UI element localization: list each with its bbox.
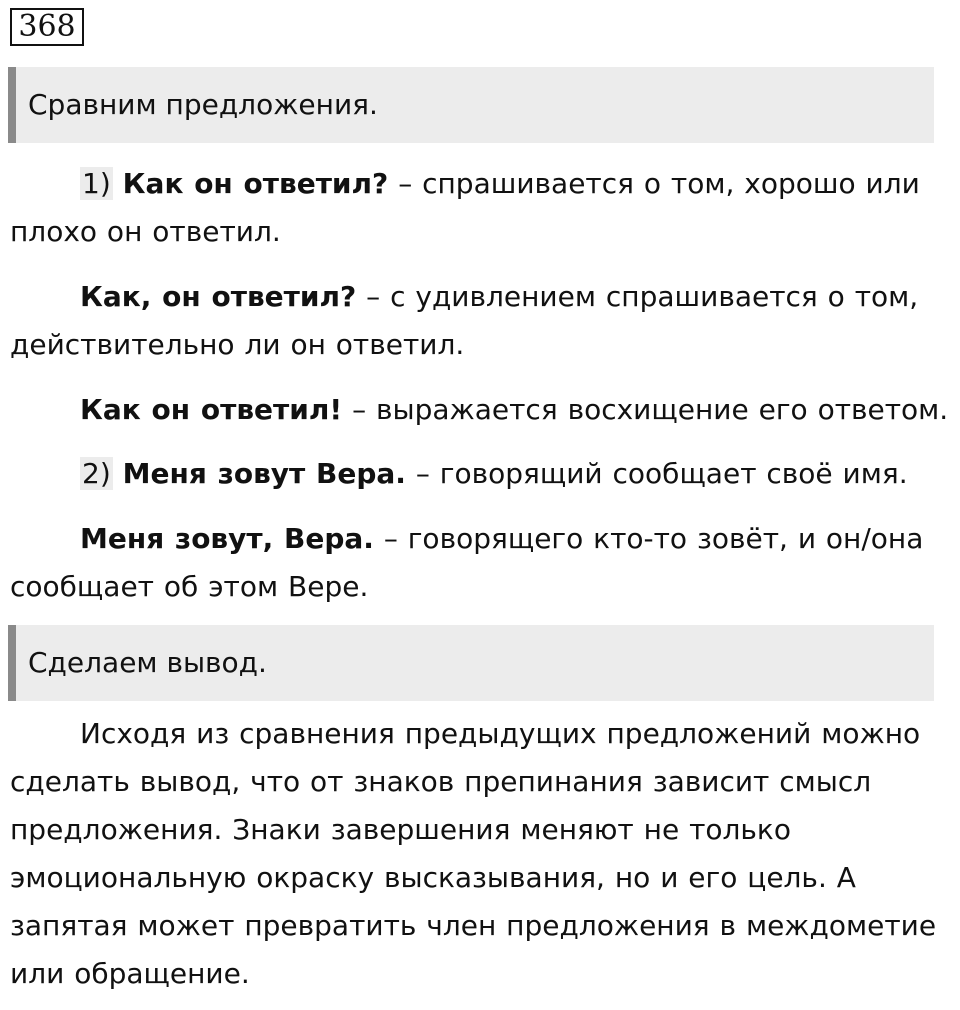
section-header-compare: Сравним предложения. (8, 67, 934, 143)
item-number: 2) (82, 457, 111, 490)
example-sentence: Как, он ответил? (80, 280, 357, 313)
conclusion-text: Исходя из сравнения предыдущих предложений можно сделать вывод, что от знаков препинания зависит смысл предложения. Знаки завершения меняют не только эмоциональную окраску высказывания, но и его цель. А запятая может превратить член предложения в междометие или обращение. (10, 717, 937, 990)
explanation: – спрашивается о том, хорошо или плохо он ответил. (10, 167, 920, 248)
example-sentence: Как он ответил? (122, 167, 389, 200)
list-item (10, 386, 950, 434)
item-number: 1) (82, 167, 111, 200)
example-sentence: Меня зовут Вера. (122, 457, 406, 490)
explanation: – говорящий сообщает своё имя. (405, 457, 908, 490)
explanation: – говорящего кто-то зовёт, и он/она сообщает об этом Вере. (10, 522, 924, 603)
explanation: – выражается восхищение его ответом. (342, 393, 949, 426)
example-sentence: Как он ответил! (80, 393, 343, 426)
section-header-conclusion: Сделаем вывод. (8, 625, 934, 701)
conclusion-paragraph (10, 710, 950, 998)
explanation: – с удивлением спрашивается о том, действительно ли он ответил. (10, 280, 919, 361)
list-item (10, 160, 950, 256)
list-item (10, 273, 950, 369)
list-item (10, 450, 950, 498)
example-sentence: Меня зовут, Вера. (80, 522, 374, 555)
list-item (10, 515, 950, 611)
task-number: 368 (10, 8, 84, 46)
